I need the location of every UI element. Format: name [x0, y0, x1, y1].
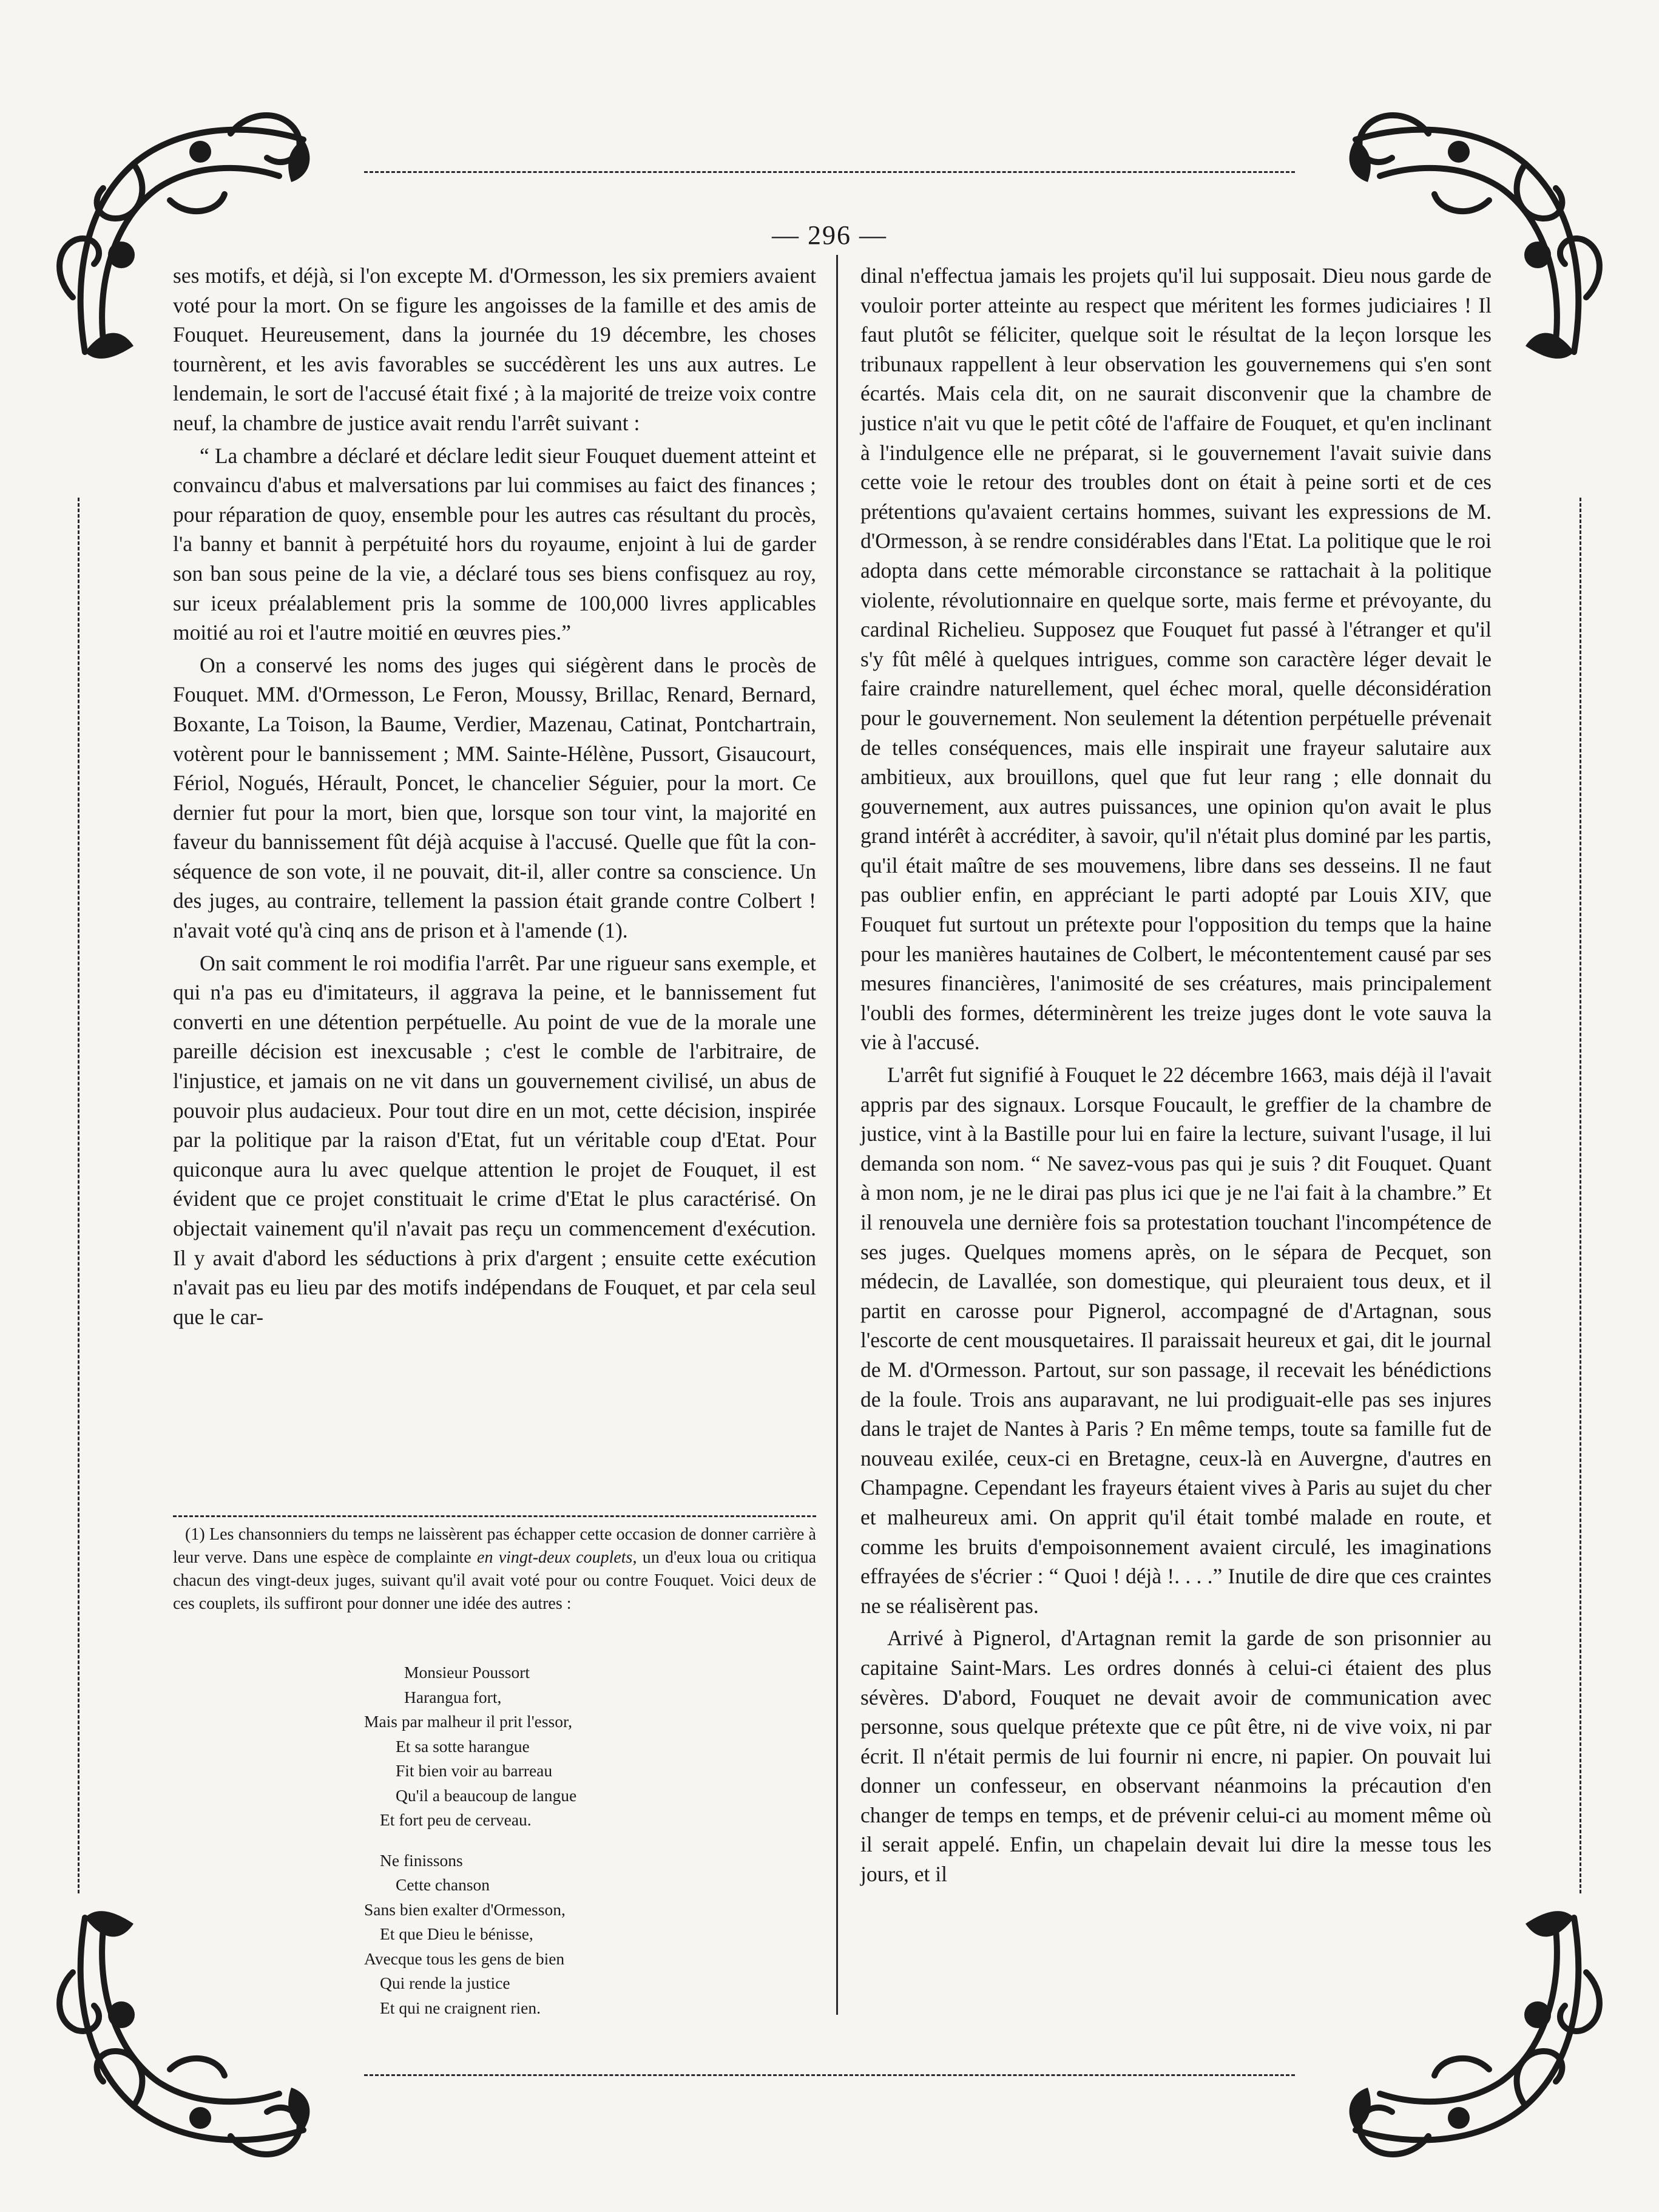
poem-line: Harangua fort, [404, 1687, 502, 1706]
footnote-italic: en vingt-deux couplets, [477, 1548, 637, 1567]
right-dashed-border [1580, 498, 1581, 1893]
corner-ornament-bottom-right-icon [1319, 1881, 1610, 2173]
left-column [173, 261, 816, 1334]
page-number: — 296 — [772, 220, 887, 250]
poem-line: Monsieur Poussort [404, 1663, 530, 1682]
poem-line: Et que Dieu le bénisse, [380, 1924, 533, 1943]
footnote [173, 1523, 816, 1615]
poem-line: Sans bien exalter d'Ormesson, [364, 1899, 566, 1919]
poem-stanza [364, 1660, 704, 1833]
footnote-text: (1) Les chansonniers du temps ne laissèrent pas échapper cette occasion de donner carrière à leur verve. Dans une espèce de complainte en vingt-deux couplets, un d'eux loua ou critiqua chacun des vingt-deux juges, suivant qu'il avait voté pour ou contre Fouquet. Voici deux de ces couplets, ils suffiront pour donner une idée des autres : [173, 1525, 817, 1613]
poem-line: Cette chanson [396, 1875, 490, 1894]
poem-line: Et qui ne craignent rien. [380, 1998, 541, 2017]
footnote-poem [364, 1660, 704, 2036]
corner-ornament-bottom-left-icon [49, 1881, 340, 2173]
right-column [860, 261, 1492, 1892]
poem-line: Et fort peu de cerveau. [380, 1810, 532, 1829]
poem-line: Ne finissons [380, 1850, 463, 1870]
paragraph: dinal n'effectua jamais les projets qu'il lui supposait. Dieu nous garde de vouloir porter atteinte au respect que méritent les formes judiciaires ! Il faut plutôt se féliciter, quelque soit le résultat de la leçon lorsque les tribunaux rappellent à leur observation les gouvernemens qui s'en sont écartés. Mais cela dit, on ne saurait disconvenir que la chambre de justice n'ait vu que le petit côté de l'affaire de Fouquet, et qu'en inclinant à l'indulgence elle ne préparat, si le gouvernement l'avait suivie dans cette voie le retour des troubles dont on était à peine sorti et de ces prétentions qu'avaient certains hommes, suivant les expressions de M. d'Ormesson, à se rendre considérables dans l'Etat. La politique que le roi adopta dans cette mémorable circonstance se rattachait à la politique violente, révolutionnaire en quelque sorte, mais ferme et prévoyante, du cardinal Richelieu. Supposez que Fouquet fut passé à l'étranger et qu'il s'y fût mêlé à quelques intrigues, comme son caractère léger devait le faire craindre naturellement, quel échec moral, quelle déconsidération pour le gouvernement. Non seulement la détention perpétuelle prévenait de telles conséquences, mais elle inspirait une frayeur salutaire aux ambitieux, aux brouillons, quel que fut leur rang ; elle donnait du gouvernement, aux autres puissances, une opinion qu'on avait le plus grand intérêt à accréditer, à savoir, qu'il n'était plus dominé par les partis, qu'il était maître de ses mouvemens, libre dans ses desseins. Il ne faut pas oublier enfin, en appréciant le parti adopté par Louis XIV, que Fouquet fut surtout un prétexte pour l'opposition du temps que la haine pour les manières hautaines de Colbert, le mécontentement causé par ses mesures financières, l'animosité de ses créatures, mais principalement l'oubli des formes, déterminèrent les treize juges dont le vote sauva la vie à l'accusé. [860, 263, 1492, 1055]
poem-line: Qui rende la justice [380, 1974, 510, 1992]
top-dashed-border [364, 171, 1295, 173]
left-dashed-border [78, 498, 79, 1893]
bottom-dashed-border [364, 2074, 1295, 2076]
paragraph: ses motifs, et déjà, si l'on excepte M. d'Ormesson, les six premiers avaient voté pour la mort. On se figure les angoisses de la famille et des amis de Fouquet. Heureusement, dans la journée du 19 décembre, les choses tournèrent, et les avis favorables se succédèrent les uns aux autres. Le lendemain, le sort de l'accusé était fixé ; à la majorité de treize voix contre neuf, la chambre de justice avait rendu l'arrêt suivant : [173, 263, 816, 435]
poem-line: Mais par malheur il prit l'essor, [364, 1712, 572, 1731]
paragraph-verdict-quote: “ La chambre a déclaré et déclare ledit sieur Fouquet duement atteint et convaincu d'abus et malversations par lui commises au faict des finances ; pour réparation de quoy, ensemble pour les autres cas résultant du procès, l'a banny et bannit à perpétuité hors du royaume, enjoint à lui de garder son ban sous peine de la vie, a déclaré tous ses biens confisquez au roy, sur iceux préalablement pris la somme de 100,000 livres applicables moitié au roi et l'autre moitié en œuvres pies.” [173, 443, 816, 645]
poem-line: Avecque tous les gens de bien [364, 1949, 565, 1968]
poem-line: Et sa sotte harangue [396, 1736, 530, 1756]
poem-line: Fit bien voir au barreau [396, 1761, 553, 1780]
paragraph: L'arrêt fut signifié à Fouquet le 22 décembre 1663, mais déjà il l'avait appris par des signaux. Lorsque Foucault, le greffier de la chambre de justice, vint à la Bastille pour lui en faire la lecture, suivant l'usage, il lui demanda son nom. “ Ne savez-vous pas qui je suis ? dit Fouquet. Quant à mon nom, je ne le dirai pas plus ici que je ne l'ai fait à la chambre.” Et il renouvela une dernière fois sa protestation touchant l'incompétence de ses juges. Quelques momens après, on le sépara de Pecquet, son médecin, de Lavallée, son domestique, qui pleuraient tous deux, et il partit en carosse pour Pignerol, accompagné de d'Artagnan, sous l'escorte de cent mousquetaires. Il paraissait heureux et gai, dit le journal de M. d'Ormesson. Partout, sur son passage, il recevait les bénédictions de la foule. Trois ans auparavant, ne lui prodiguait-elle pas ses injures dans le trajet de Nantes à Paris ? En même temps, toute sa famille fut de nouveau exilée, ceux-ci en Bretagne, ceux-là en Auvergne, d'autres en Champagne. Cependant les frayeurs étaient vives à Paris au sujet du cher et malheureux ami. On apprit qu'il était tombé malade en route, et comme les bruits d'empoisonnement avaient circulé, les imaginations effrayées de s'écrier : “ Quoi ! déjà !. . . .” Inutile de dire que ces craintes ne se réalisèrent pas. [860, 1063, 1492, 1618]
poem-line: Qu'il a beaucoup de langue [396, 1785, 577, 1805]
column-divider [836, 255, 838, 2015]
paragraph: Arrivé à Pignerol, d'Artagnan remit la garde de son prisonnier au capitaine Saint-Mars. Les ordres donnés à celui-ci étaient des plus sévères. D'abord, Fouquet ne devait avoir de communication avec personne, sous quelque prétexte que ce pût être, ni de vive voix, ni par écrit. Il n'était permis de lui fournir ni encre, ni papier. On pouvait lui donner un confesseur, en observant néanmoins la précaution d'en changer de temps en temps, et de prévenir celui-ci au moment même où il serait appelé. Enfin, un chapelain devait lui dire la messe tous les jours, et il [860, 1626, 1492, 1887]
footnote-divider [173, 1515, 816, 1517]
paragraph: On a conservé les noms des juges qui siégèrent dans le procès de Fouquet. MM. d'Ormesson, Le Feron, Moussy, Brillac, Renard, Bernard, Boxante, La Toison, la Baume, Verdier, Mazenau, Catinat, Pontchartrain, votèrent pour le bannissement ; MM. Sainte-Hélène, Pussort, Gisaucourt, Fériol, Nogués, Hérault, Poncet, le chancelier Séguier, pour la mort. Ce dernier fut pour la mort, bien que, lorsque son tour vint, la majorité en faveur du bannissement fût déjà acquise à l'accusé. Quelle que fût la conséquence de son vote, il ne pouvait, dit-il, aller contre sa conscience. Un des juges, au contraire, tellement la passion était grande contre Colbert ! n'avait voté qu'à cinq ans de prison et à l'amende (1). [173, 652, 816, 943]
paragraph: On sait comment le roi modifia l'arrêt. Par une rigueur sans exemple, et qui n'a pas eu d'imitateurs, il aggrava la peine, et le bannissement fut converti en une détention perpétuelle. Au point de vue de la morale une pareille décision est inexcusable ; c'est le comble de l'arbitraire, de l'injustice, et jamais on ne vit dans un gouvernement civilisé, un abus de pouvoir plus audacieux. Pour tout dire en un mot, cette décision, inspirée par la politique par la raison d'Etat, fut un véritable coup d'Etat. Pour quiconque aura lu avec quelque attention le projet de Fouquet, il est évident que ce projet constituait le crime d'Etat le plus caractérisé. On objectait vainement qu'il n'avait pas reçu un commencement d'exécution. Il y avait d'abord les séductions à prix d'argent ; ensuite cette exécution n'avait pas eu lieu par des motifs indépendans de Fouquet, et par cela seul que le car- [173, 950, 816, 1329]
poem-stanza [364, 1848, 704, 2021]
